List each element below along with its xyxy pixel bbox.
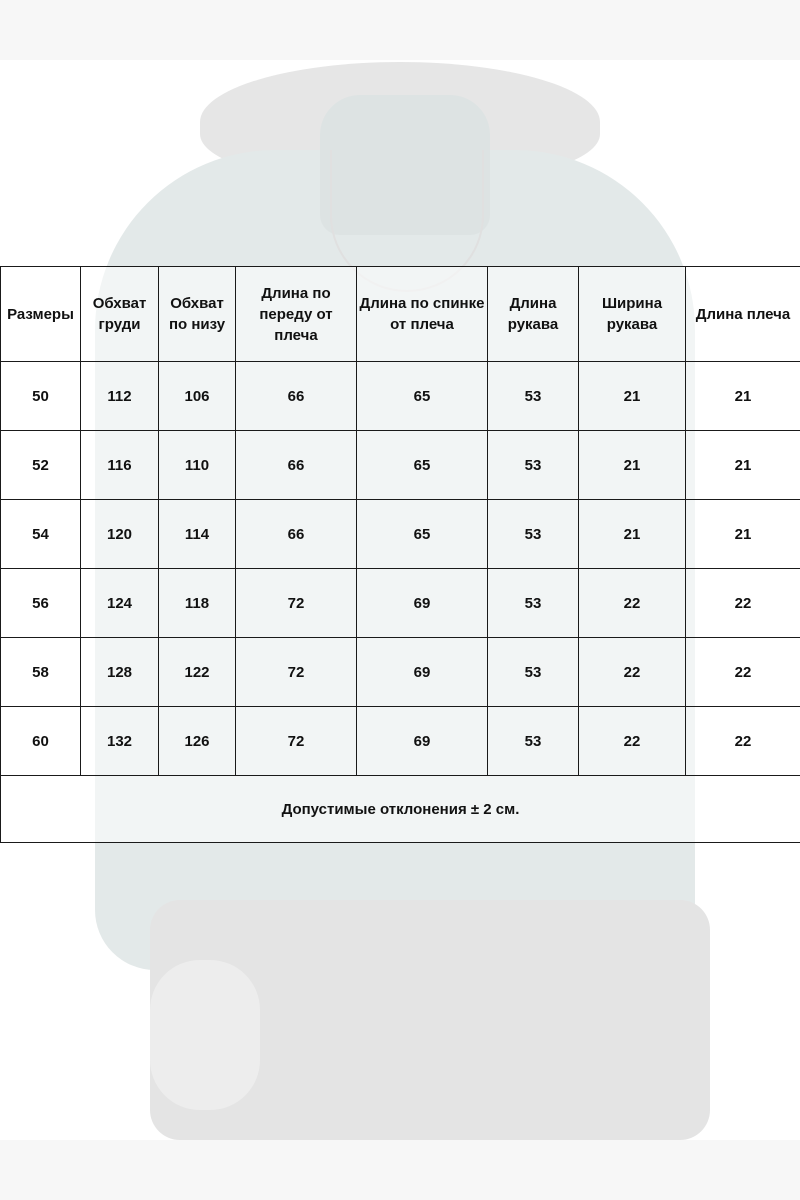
table-row — [1, 500, 800, 569]
header-cell-sleeve-width: Ширина рукава — [579, 267, 686, 362]
table-cell: 126 — [159, 707, 236, 776]
table-row — [1, 638, 800, 707]
table-cell: 53 — [488, 431, 579, 500]
header-cell-sleeve-length: Длина рукава — [488, 267, 579, 362]
table-cell: 66 — [236, 362, 357, 431]
table-cell: 65 — [357, 500, 488, 569]
table-cell: 114 — [159, 500, 236, 569]
table-cell: 69 — [357, 638, 488, 707]
table-cell: 60 — [1, 707, 81, 776]
table-cell: 66 — [236, 500, 357, 569]
table-cell: 110 — [159, 431, 236, 500]
table-cell: 122 — [159, 638, 236, 707]
table-cell: 22 — [686, 569, 800, 638]
table-row — [1, 431, 800, 500]
table-cell: 52 — [1, 431, 81, 500]
header-cell-front-length: Длина по переду от плеча — [236, 267, 357, 362]
table-cell: 132 — [81, 707, 159, 776]
header-cell-sizes: Размеры — [1, 267, 81, 362]
table-cell: 69 — [357, 569, 488, 638]
model-hand-shape — [150, 960, 260, 1110]
table-cell: 22 — [579, 707, 686, 776]
table-cell: 21 — [686, 431, 800, 500]
table-cell: 128 — [81, 638, 159, 707]
table-cell: 56 — [1, 569, 81, 638]
table-row — [1, 707, 800, 776]
table-cell: 50 — [1, 362, 81, 431]
table-cell: 65 — [357, 431, 488, 500]
table-row — [1, 362, 800, 431]
table-cell: 21 — [579, 500, 686, 569]
table-cell: 22 — [579, 569, 686, 638]
header-cell-hem: Обхват по низу — [159, 267, 236, 362]
table-cell: 72 — [236, 707, 357, 776]
table-cell: 69 — [357, 707, 488, 776]
header-cell-shoulder-length: Длина плеча — [686, 267, 800, 362]
table-cell: 106 — [159, 362, 236, 431]
table-cell: 22 — [686, 707, 800, 776]
table-cell: 116 — [81, 431, 159, 500]
table-cell: 53 — [488, 362, 579, 431]
table-cell: 21 — [686, 500, 800, 569]
tolerance-note: Допустимые отклонения ± 2 см. — [1, 776, 800, 843]
table-cell: 58 — [1, 638, 81, 707]
size-table — [0, 266, 800, 843]
table-note-row — [1, 776, 800, 843]
header-cell-chest: Обхват груди — [81, 267, 159, 362]
table-cell: 21 — [579, 362, 686, 431]
table-cell: 53 — [488, 500, 579, 569]
table-cell: 53 — [488, 638, 579, 707]
table-cell: 120 — [81, 500, 159, 569]
table-cell: 22 — [686, 638, 800, 707]
table-cell: 22 — [579, 638, 686, 707]
table-cell: 72 — [236, 638, 357, 707]
table-cell: 53 — [488, 707, 579, 776]
table-cell: 124 — [81, 569, 159, 638]
table-cell: 53 — [488, 569, 579, 638]
table-cell: 72 — [236, 569, 357, 638]
table-row — [1, 569, 800, 638]
table-cell: 21 — [686, 362, 800, 431]
header-cell-back-length: Длина по спинке от плеча — [357, 267, 488, 362]
table-header-row — [1, 267, 800, 362]
table-cell: 65 — [357, 362, 488, 431]
table-cell: 118 — [159, 569, 236, 638]
table-cell: 112 — [81, 362, 159, 431]
table-cell: 66 — [236, 431, 357, 500]
table-cell: 54 — [1, 500, 81, 569]
table-cell: 21 — [579, 431, 686, 500]
